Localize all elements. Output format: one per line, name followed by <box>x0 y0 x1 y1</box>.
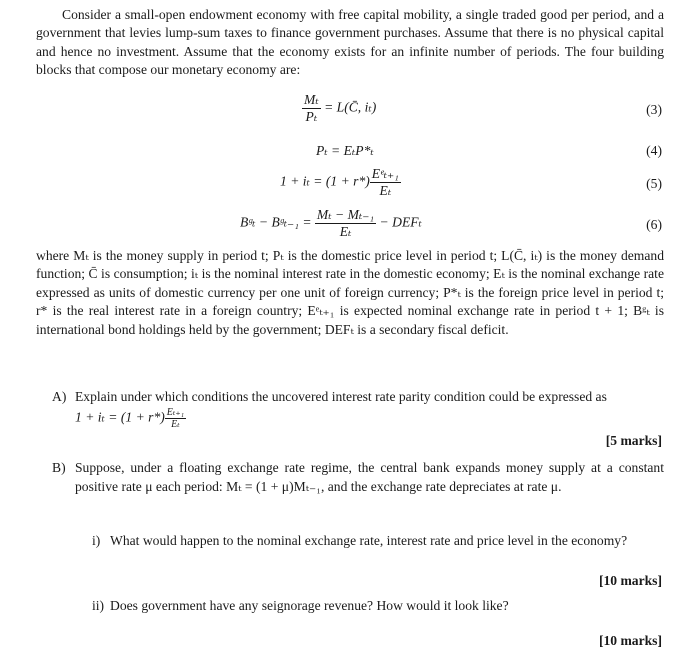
question-a-marks: [5 marks] <box>605 433 662 448</box>
equation-5-number: (5) <box>646 176 662 191</box>
equation-6 <box>0 207 700 247</box>
equation-3-fraction <box>302 92 321 125</box>
equation-5-lhs: 1 + iₜ = (1 + r*) <box>280 173 370 189</box>
equation-6-denominator: Eₜ <box>339 224 352 239</box>
equation-6-number: (6) <box>646 217 662 232</box>
equation-5-denominator: Eₜ <box>379 183 392 198</box>
equation-6-lhs: Bᵍₜ − Bᵍₜ₋₁ = <box>240 214 315 230</box>
question-a-formula-numerator: Eₜ₊₁ <box>166 406 185 418</box>
equation-3-numerator: Mₜ <box>304 92 319 107</box>
equation-3 <box>0 92 700 132</box>
question-b-label: B) <box>52 460 66 475</box>
equation-4-number: (4) <box>646 143 662 158</box>
equation-3-number: (3) <box>646 102 662 117</box>
question-a-text: Explain under which conditions the uncovered interest rate parity condition could be expressed as <box>75 389 607 404</box>
definitions-paragraph: where Mₜ is the money supply in period t; Pₜ is the domestic price level in period t; L(C̄, iₜ) is the money demand function; C̄ is consumption; iₜ is the nominal interest rate in the domestic economy; Eₜ is the nominal exchange rate expressed as units of domestic currency per one unit of foreign currency; P*ₜ is the foreign price level in period t; r* is the real interest rate in a foreign country; Eᵉₜ₊₁ is expected nominal exchange rate in period t + 1; Bᵍₜ is international bond holdings held by the government; DEFₜ is a secondary fiscal deficit. <box>36 247 664 337</box>
question-b-text: Suppose, under a floating exchange rate regime, the central bank expands money supply at a constant positive rate μ each period: Mₜ = (1 + μ)Mₜ₋₁, and the exchange rate depreciates at rate μ. <box>75 460 664 494</box>
subquestion-i <box>92 532 664 551</box>
equation-4-expression: Pₜ = EₜP*ₜ <box>316 143 374 158</box>
question-a-formula <box>75 407 664 430</box>
subquestion-ii-marks: [10 marks] <box>598 633 662 648</box>
question-b <box>52 459 664 496</box>
question-a-formula-lhs: 1 + iₜ = (1 + r*) <box>75 409 165 425</box>
subquestion-ii-text: Does government have any seignorage revenue? How would it look like? <box>110 598 509 613</box>
equation-6-rhs: − DEFₜ <box>376 214 422 230</box>
question-a-formula-fraction <box>165 407 186 430</box>
subquestion-ii <box>92 597 664 616</box>
equation-3-rhs: = L(C̄, iₜ) <box>320 99 377 115</box>
equation-5-fraction <box>370 166 401 199</box>
equation-5 <box>0 166 700 206</box>
question-a <box>52 388 664 430</box>
intro-paragraph: Consider a small-open endowment economy with free capital mobility, a single traded good per period, and a government that levies lump-sum taxes to finance government purchases. Assume that there is no physical capital and hence no investment. Assume that the economy exists for an infinite number of periods. The four building blocks that compose our monetary economy are: <box>36 6 664 78</box>
equation-6-fraction <box>315 207 376 240</box>
equation-6-numerator: Mₜ − Mₜ₋₁ <box>316 207 375 222</box>
question-a-label: A) <box>52 389 67 404</box>
question-a-formula-denominator: Eₜ <box>171 418 180 430</box>
subquestion-i-marks: [10 marks] <box>598 573 662 588</box>
subquestion-ii-label: ii) <box>92 598 105 613</box>
equation-5-numerator: Eᵉₜ₊₁ <box>371 166 399 181</box>
subquestion-i-text: What would happen to the nominal exchange rate, interest rate and price level in the economy? <box>110 533 628 548</box>
subquestion-i-label: i) <box>92 533 101 548</box>
equation-3-denominator: Pₜ <box>305 109 318 124</box>
